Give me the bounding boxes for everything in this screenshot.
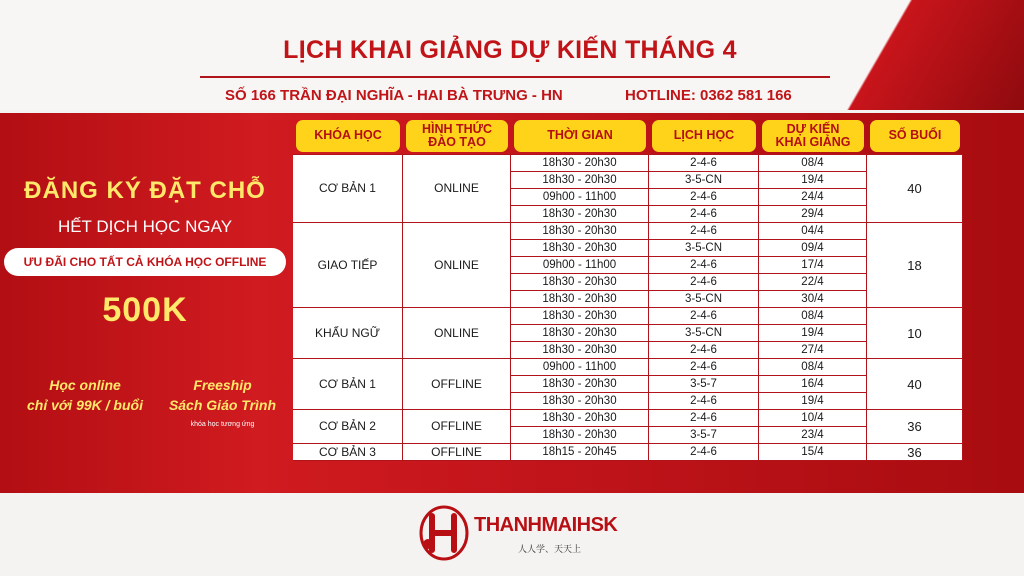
format-cell: ONLINE <box>403 155 511 223</box>
register-heading: ĐĂNG KÝ ĐẶT CHỖ <box>24 177 266 204</box>
freeship-line1: Freeship <box>193 377 252 393</box>
time-cell: 18h30 - 20h30 <box>511 172 649 189</box>
address-text: SỐ 166 TRẦN ĐẠI NGHĨA - HAI BÀ TRƯNG - HN <box>225 87 563 104</box>
time-cell: 09h00 - 11h00 <box>511 257 649 274</box>
schedule-cell: 2-4-6 <box>649 342 759 359</box>
header-schedule: LỊCH HỌC <box>652 120 756 152</box>
schedule-cell: 2-4-6 <box>649 189 759 206</box>
sessions-cell: 40 <box>867 359 963 410</box>
start-date-cell: 16/4 <box>759 376 867 393</box>
freeship-offer <box>150 375 295 431</box>
time-cell: 09h00 - 11h00 <box>511 359 649 376</box>
schedule-cell: 2-4-6 <box>649 206 759 223</box>
time-cell: 18h30 - 20h30 <box>511 427 649 444</box>
course-cell: KHẨU NGỮ <box>293 308 403 359</box>
start-date-cell: 17/4 <box>759 257 867 274</box>
course-cell: GIAO TIẾP <box>293 223 403 308</box>
start-date-cell: 15/4 <box>759 444 867 461</box>
time-cell: 18h30 - 20h30 <box>511 206 649 223</box>
header-time: THỜI GIAN <box>514 120 646 152</box>
promo-price: 500K <box>102 291 188 329</box>
schedule-cell: 2-4-6 <box>649 223 759 240</box>
start-date-cell: 08/4 <box>759 155 867 172</box>
time-cell: 18h30 - 20h30 <box>511 393 649 410</box>
time-cell: 18h30 - 20h30 <box>511 376 649 393</box>
format-cell: OFFLINE <box>403 410 511 444</box>
online-offer <box>20 375 150 415</box>
start-date-cell: 19/4 <box>759 172 867 189</box>
sessions-cell: 18 <box>867 223 963 308</box>
thanhmaihsk-logo-icon <box>418 504 470 562</box>
page-title: LỊCH KHAI GIẢNG DỰ KIẾN THÁNG 4 <box>283 36 737 64</box>
offer-pill: ƯU ĐÃI CHO TẤT CẢ KHÓA HỌC OFFLINE <box>4 248 286 276</box>
schedule-cell: 2-4-6 <box>649 444 759 461</box>
table-row <box>293 359 963 376</box>
time-cell: 18h30 - 20h30 <box>511 274 649 291</box>
format-cell: ONLINE <box>403 223 511 308</box>
time-cell: 18h30 - 20h30 <box>511 325 649 342</box>
sessions-cell: 40 <box>867 155 963 223</box>
time-cell: 18h30 - 20h30 <box>511 291 649 308</box>
schedule-table <box>293 118 963 461</box>
header-start-text: DỰ KIẾN KHAI GIẢNG <box>775 121 851 149</box>
table-row <box>293 223 963 240</box>
schedule-cell: 2-4-6 <box>649 257 759 274</box>
start-date-cell: 19/4 <box>759 393 867 410</box>
promo-subtitle: HẾT DỊCH HỌC NGAY <box>57 217 233 236</box>
format-cell: OFFLINE <box>403 444 511 461</box>
course-cell: CƠ BẢN 2 <box>293 410 403 444</box>
time-cell: 09h00 - 11h00 <box>511 189 649 206</box>
hotline-text: HOTLINE: 0362 581 166 <box>625 87 792 104</box>
header-sessions: SỐ BUỔI <box>870 120 960 152</box>
header-format-text: HÌNH THỨC ĐÀO TẠO <box>421 121 493 149</box>
start-date-cell: 23/4 <box>759 427 867 444</box>
start-date-cell: 10/4 <box>759 410 867 427</box>
table-row <box>293 410 963 427</box>
title-divider <box>200 76 830 78</box>
table-header-row <box>293 118 963 155</box>
schedule-cell: 2-4-6 <box>649 393 759 410</box>
schedule-cell: 3-5-7 <box>649 376 759 393</box>
schedule-cell: 3-5-7 <box>649 427 759 444</box>
time-cell: 18h30 - 20h30 <box>511 155 649 172</box>
start-date-cell: 29/4 <box>759 206 867 223</box>
header-start <box>762 120 864 152</box>
schedule-cell: 3-5-CN <box>649 240 759 257</box>
sessions-cell: 10 <box>867 308 963 359</box>
time-cell: 18h15 - 20h45 <box>511 444 649 461</box>
time-cell: 18h30 - 20h30 <box>511 410 649 427</box>
start-date-cell: 24/4 <box>759 189 867 206</box>
time-cell: 18h30 - 20h30 <box>511 342 649 359</box>
table-row <box>293 444 963 461</box>
start-date-cell: 30/4 <box>759 291 867 308</box>
time-cell: 18h30 - 20h30 <box>511 308 649 325</box>
format-cell: OFFLINE <box>403 359 511 410</box>
time-cell: 18h30 - 20h30 <box>511 223 649 240</box>
start-date-cell: 09/4 <box>759 240 867 257</box>
online-offer-line1: Học online <box>49 377 121 393</box>
corner-decoration <box>834 0 1024 110</box>
online-offer-line2: chỉ với 99K / buổi <box>27 397 143 413</box>
course-cell: CƠ BẢN 3 <box>293 444 403 461</box>
table-row <box>293 308 963 325</box>
brand-name: THANHMAIHSK <box>474 514 618 536</box>
brand-slogan: 人人学、天天上 <box>518 544 582 554</box>
start-date-cell: 22/4 <box>759 274 867 291</box>
start-date-cell: 27/4 <box>759 342 867 359</box>
course-cell: CƠ BẢN 1 <box>293 359 403 410</box>
start-date-cell: 08/4 <box>759 359 867 376</box>
schedule-cell: 2-4-6 <box>649 274 759 291</box>
start-date-cell: 08/4 <box>759 308 867 325</box>
sessions-cell: 36 <box>867 410 963 444</box>
schedule-cell: 2-4-6 <box>649 359 759 376</box>
freeship-line2: Sách Giáo Trình <box>168 397 277 413</box>
table-row <box>293 155 963 172</box>
schedule-cell: 2-4-6 <box>649 308 759 325</box>
freeship-note: khóa học tương ứng <box>190 421 255 428</box>
promo-panel <box>0 113 290 493</box>
schedule-cell: 3-5-CN <box>649 325 759 342</box>
time-cell: 18h30 - 20h30 <box>511 240 649 257</box>
schedule-cell: 3-5-CN <box>649 291 759 308</box>
schedule-cell: 3-5-CN <box>649 172 759 189</box>
header-format <box>406 120 508 152</box>
schedule-body <box>293 155 963 461</box>
start-date-cell: 04/4 <box>759 223 867 240</box>
start-date-cell: 19/4 <box>759 325 867 342</box>
brand-logo <box>418 504 618 562</box>
course-cell: CƠ BẢN 1 <box>293 155 403 223</box>
format-cell: ONLINE <box>403 308 511 359</box>
sessions-cell: 36 <box>867 444 963 461</box>
header-course: KHÓA HỌC <box>296 120 400 152</box>
schedule-cell: 2-4-6 <box>649 155 759 172</box>
schedule-cell: 2-4-6 <box>649 410 759 427</box>
